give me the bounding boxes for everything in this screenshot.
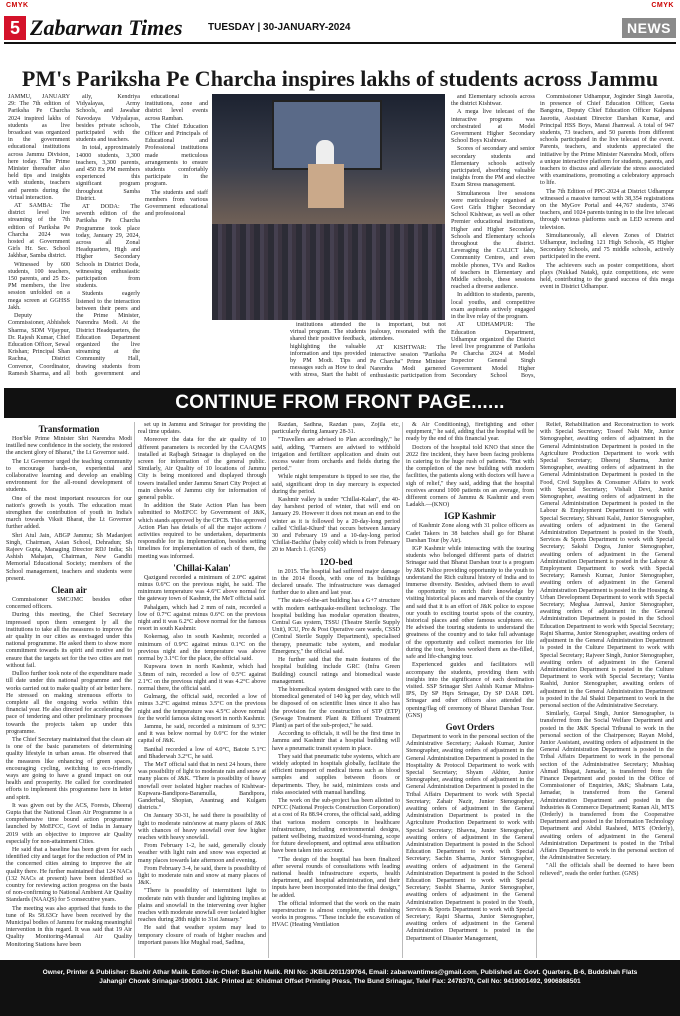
story-paragraph: Shri Atul Jain, ABGP Jammu; Sh Madanjeet Singh, Chairman, Asian School, Dehradun; Sh Rajeev Gupta, Managing Director RDJ India; Sh Ashish Mahajan, Chairman, New Gandhi Memorial Educational Society; members of the School management, teachers and students were present.	[6, 532, 132, 582]
story-paragraph: Experienced guides and facilitators will accompany the students, providing them with insights into the significance of each destination visited. SSP Srinagar Shri Ashish Kumar Mishra-IPS, Dy SP Hqrs Srinagar, Dy SP DAR DPL Srinagar and other officers also attended the opening/flag off ceremony of Bharat Darshan Tour. (GNS)	[406, 662, 534, 719]
story-paragraph: Hon'ble Prime Minister Shri Narendra Modi instilled new confidence in the society, the restored the ancient glory of Bharat," the Lt Governor said.	[6, 436, 132, 457]
story-paragraph: From February 3-4, he said, there is possibility of light to moderate rain and snow at many places of J&K.	[138, 865, 266, 887]
section-badge: NEWS	[622, 18, 676, 38]
story-paragraph: "There is possibility of intermittent light to moderate rain with thunder and lightning implies at plains and snowfall in the intervening over higher reaches with moderate snowfall over isolated higher reaches during 28th night to 31st January."	[138, 888, 266, 924]
story-paragraph: Department to work in the personal section of the Administrative Secretary; Aakash Kumar, Junior Stenographer, awaiting orders of adjustment in the General Administration Department is posted in the Hospitality & Protocol Department to work with Special Secretary; Shyam Akhter, Junior Stenographer, awaiting orders of adjustment in the General Administration Department is posted in the Tribal Affairs Department to work with Special Secretary; Zahair Nazir, Junior Stenographer, awaiting orders of adjustment in the General Administration Department is posted in the Agriculture Production Department to work with Special Secretary; Bhavna, Junior Stenographer, awaiting orders of adjustment in the General Administration Department is posted in the School Education Department to work with Special Secretary; Sachin Sharma, Junior Stenographer, awaiting orders of adjustment in the General Administration Department is posted in the School Education Department to work with Special Secretary; Sushbi Sharma, Junior Stenographer, awaiting orders of adjustment in the General Administration Department is posted in the Youth, Services & Sports Department to work with Special Secretary; Rajni Sharma, Junior Stenographer, awaiting orders of adjustment in the General Administration Department is posted in the Department of Disaster Management,	[406, 733, 534, 942]
section-120-bed	[272, 422, 400, 958]
story-paragraph: "The design of the hospital has been finalized after several rounds of consultations with leading national health infrastructure experts, health department, and hospital administration, and their inputs have been incorporated into the final design," he added.	[272, 856, 400, 899]
story-paragraph: Gulmarg, the official said, recorded a low of minus 3.2°C against minus 3.5°C on the previous night and the temperature was 4.5°C above normal for the world famous skiing resort in north Kashmir.	[138, 694, 266, 722]
subheading-chillai-kalan: 'Chillai-Kalan'	[173, 562, 231, 573]
story-paragraph: Banihal recorded a low of 4.0°C, Batote 5.1°C and Bhaderwah 3.2°C, he said.	[138, 746, 266, 760]
story-paragraph: The Lt Governor urged the teaching community to encourage hands-on, experiential and collaborative learning and develop an enabling environment for the all-round development of students.	[6, 458, 132, 494]
newspaper-name: Zabarwan Times	[30, 15, 183, 40]
story-paragraph: AT UDHAMPUR: The Education Department, Udhampur organized the District level live programme of Pariksha Pe Charcha 2024 at Model Inspector General Singh Government Model Higher Secondary School Boys,	[451, 322, 535, 378]
issue-date: TUESDAY | 30-JANUARY-2024	[208, 22, 351, 33]
cmyk-mark-left: CMYK	[6, 2, 29, 9]
story-paragraph: institutions attended the virtual program. The students shared their positive feedback, highlighting the valuable information and tips provided by PM Modi. Tips and messages such as How to deal with stress, Start the habit of	[290, 322, 366, 378]
story-paragraph: Pahalgam, which had 2 mm of rain, recorded a low of 0.7°C against minus 0.6°C on the previous night and it was 6.2°C above normal for the famous resort in south Kashmir.	[138, 604, 266, 633]
photo-podium	[308, 164, 344, 208]
top-story-column-4	[290, 322, 366, 378]
story-paragraph: Doctors of the hospital told KNO that since the 2022 fire incident, they have been facing problems in catering to the huge rush of patients. "But with the completion of the new building with modern facilities, the patients along with doctors will have a sigh of relief," they said, adding that the hospital receives around 1000 patients on an average, from different corners of Jammu & Kashmir and even Ladakh.—(KNO)	[406, 444, 534, 509]
section-govt-orders-continued	[540, 422, 674, 958]
story-paragraph: The MeT official said that in next 24 hours, there was possibility of light to moderate rain and snow at many places of J&K. "There is possibility of heavy snowfall over isolated higher reaches of Kishtwar-Kupwara-Bandipora-Baramulla, Bandipora, Ganderbal, Shopian, Anantnag and Kulgam districts."	[138, 761, 266, 812]
story-paragraph: The Chief Secretary maintained that the clean air is one of the basic parameters of determining quality lifestyle in urban areas. He observed that the measures like enhancing of green spaces, encouraging cycling, switching to eco-friendly ways are going to have a grand impact on our health and prosperity. He called for coordinated efforts to implement this programme here in letter and spirit.	[6, 736, 132, 801]
story-paragraph: Kokernag, also in south Kashmir, recorded a minimum of 0.9°C against minus 0.1°C on the previous night and the temperature was above normal by 3.1°C for the place, the official said.	[138, 634, 266, 663]
story-paragraph: Relief, Rehabilitation and Reconstruction to work with Special Secretary; Toseef Nabi Mir, Junior Stenographer, awaiting orders of adjustment in the General Administration Department is posted in the Agriculture Production Department to work with Special Secretary; Dheeraj Sharma, Junior Stenographer, awaiting orders of adjustment in the General Administration Department is posted in the Food, Civil Supplies & Consumer Affairs to work with Special Secretary; Vishali Devi, Junior Stenographer, awaiting orders of adjustment in the General Administration Department is posted in the Labour & Employment Department to work with Special Secretary; Shivani Kalsi, Junior Stenographer, awaiting orders of adjustment in the General Administration Department is posted in the Youth, Services & Sports Department to work with Special Secretary; Sakshi Dogra, Junior Stenographer, awaiting orders of adjustment in the General Administration Department is posted in the Labour & Employment Department to work with Special Secretary; Ramesh Kumar, Junior Stenographer, awaiting orders of adjustment in the General Administration Department is posted in the Housing & Urban Development Department to work with Special Secretary; Meghaa Jamwal, Junior Stenographer, awaiting orders of adjustment in the General Administration Department is posted in the School Education Department to work with Special Secretary; Rajni Sharma, Junior Stenographer, awaiting orders of adjustment in the General Administration Department is posted in the Culture Department to work with Special Secretary; Rajveer Singh, Junior Stenographer, awaiting orders of adjustment in the General Administration Department is posted in the Culture Department to work with Special Secretary; Vanita Rashid, Junior Stenographer, awaiting orders of adjustment in the General Administration Department is posted in the Jal Shakti Department to work in the personal section of the Administrative Secretary.	[540, 422, 674, 709]
story-paragraph: The work on the sub-project has been allotted to NPCC (National Projects Construction Corporation) at a cost of Rs 88.94 crores, the official said, adding that various modern concepts in healthcare infrastructure, including environmental designs, patient wellbeing, maximized wood-framing, scope for future development, and optimal area utilisation have been taken into account.	[272, 797, 400, 855]
story-paragraph: "Travellers are advised to Plan accordingly," he said, adding, "Farmers are advised to withhold irrigation and fertilizer application and drain out excess water from orchards and fields during the period."	[272, 437, 400, 473]
story-paragraph: JAMMU, JANUARY 29: The 7th edition of Pariksha Pe Charcha 2024 inspired lakhs of students as live broadcast was organized in the government educational institutions across Jammu Division, here today. The Prime Minister thereafter also held tips and insights with students, teachers and parents during the virtual interaction.	[8, 94, 70, 201]
story-paragraph: It was given out by the ACS, Forests, Dheeraj Gupta that the National Clean Air Programme is a comprehensive time bound action programme launched by MoEFCC, Govt of India in January 2019 with an objective to improve air Quality especially for non-attainment Cities.	[6, 802, 132, 845]
story-paragraph: The students and staff members from various Government educational and professional	[145, 189, 208, 218]
story-paragraph: The biomedical system designed with care to the biomedical generated of 140 kg per day, which will be disposed of on scientific lines since it also has the provision for the construction of STP (ETP) (Sewage Treatment Plant & Effluent Treatment Plant) as part of the sub-project," he said.	[272, 686, 400, 729]
story-paragraph: Witnessed by 600 students, 100 teachers, 150 parents, and 25 Ex-PM members, the live session unfolded on a mega screen at GGHSS Jakh.	[8, 261, 70, 311]
story-paragraph: Scores of secondary and senior secondary students and Elementary schools actively participated, absorbing valuable insights from the PM and elective Exam Stress management.	[451, 146, 535, 189]
photo-audience	[212, 224, 445, 320]
story-paragraph: While night temperature is tipped to see rise, the said, significant drop in day mercury is expected during the period.	[272, 474, 400, 495]
story-paragraph: "All the officials shall be deemed to have been relieved", reads the order further. (GNS)	[540, 863, 674, 877]
story-paragraph: Qazigund recorded a minimum of 2.0°C against minus 0.6°C on the previous night, he said. The minimum temperature was 4.6°C above normal for the gateway town of Kashmir, the MeT official said.	[138, 574, 266, 603]
story-paragraph: He said that weather system may lead to temporary closure of roads of higher reaches and important passes like Mughal road, Sadhna,	[138, 925, 266, 946]
imprint-line-1: Owner, Printer & Publisher: Bashir Athar Malik. Editor-in-Chief: Bashir Malik. RNI No: JKBIL/2011/39764, Email: zabarwantimes@gmail.com, Published at: Govt. Quarters, B-6, Buddshah Flats	[42, 969, 638, 976]
column-divider	[536, 422, 537, 958]
event-photo	[212, 94, 445, 320]
cmyk-mark-right: CMYK	[651, 2, 674, 9]
top-story-column-2	[76, 94, 140, 378]
story-paragraph: Students eagerly listened to the interaction between their peers and the Prime Minister, Narendra Modi. At the District Headquarters, the Education Department organized the live streaming at the Community Hall, drawing students from both government and	[76, 291, 140, 377]
story-paragraph: ally, Kendriya Vidyalayas, Army Schools, and Jawahar Navodaya Vidyalayas, besides private schools, participated with the students and teachers.	[76, 94, 140, 144]
story-paragraph: He further said that the main features of the hospital building include GRC (Infra Green Building) council ratings and biomedical waste management.	[272, 657, 400, 685]
top-story-column-7	[540, 94, 674, 378]
masthead	[0, 0, 680, 60]
subheading-120-bed: 12O-bed	[319, 556, 353, 567]
subheading-clean-air: Clean air	[51, 585, 87, 596]
story-paragraph: The 7th Edition of PPC-2024 at District Udhampur witnessed a massive turnout with 38,354 registrations on the MyGov Portal and 44,767 students, 3746 teachers, and 1024 parents tuning in to the live telecast through various platforms such as LED screens and television.	[540, 188, 674, 231]
story-paragraph: & Air Conditioning), firefighting and other equipment," he said, adding that the hospital will be ready by the end of this financial year.	[406, 422, 534, 443]
subheading-igp-kashmir: IGP Kashmir	[444, 511, 496, 522]
top-story-column-3b	[212, 322, 288, 378]
story-paragraph: On January 30-31, he said there is possibility of light to moderate rain/snow at many places of J&K with chances of heavy snowfall over few higher reaches with heavy snowfall.	[138, 813, 266, 841]
story-paragraph: Kashmir valley is under "Chillai-Kalan", the 40-day harshest period of winter, that will end on January 29. However it does not mean an end to the winter as it is followed by a 20-day-long period called 'Chillai-Khurd' that occurs between January 30 and February 19 and a 10-day-long period 'Chillai-Bachha' (baby cold) which is from February 20 to March 1. (GNS)	[272, 497, 400, 554]
story-paragraph: Simultaneously, all eleven Zones of District Udhampur, including 121 High Schools, 45 Higher Secondary Schools, and 75 middle schools, actively participated in the event.	[540, 232, 674, 261]
section-igp-kashmir-govt-orders	[406, 422, 534, 958]
story-paragraph: The achievers such as poster competitions, short plays (Nukkad Natak), quiz competitions, etc were held, contributing to the grand success of this mega event in District Udhampur.	[540, 262, 674, 291]
subheading-transformation: Transformation	[38, 424, 100, 434]
story-paragraph: AT SAMBA: The district level live streaming of the 7th edition of Pariksha Pe Charcha 2024 was hosted at Government Girls Hr. Sec. School Jakhbar, Samba district.	[8, 203, 70, 260]
column-divider	[402, 422, 403, 958]
page-number: 5	[4, 16, 26, 40]
story-paragraph: Jammu, he said, recorded a minimum of 9.3°C and it was below normal by 0.6°C for the winter capital of J&K.	[138, 723, 266, 745]
story-paragraph: Razdan, Sadhna, Razdan pass, Zojila etc, particularly during January 28-31.	[272, 422, 400, 436]
story-paragraph: In addition the State Action Plan has been submitted to MoEFCC by Government of J&K, which stands approved by the CPCB. This approved Action Plan has details of all the major actions / activities required to be undertaken, departments responsible for its implementation, besides setting timelines for implementation of each of them, the meeting was informed.	[138, 503, 266, 560]
subheading-govt-orders: Govt Orders	[445, 721, 495, 732]
story-paragraph: Commissioner Udhampur, Joginder Singh Jasrotia, in presence of Chief Education Officer, Geeta Bangotra, Deputy Chief Education Officer Kalpana Jasrotia, Assistant Director Darshan Kumar, and Principal HSS Boys, Mansi Jhamwal. A total of 947 students, 73 teachers, and 50 parents from different schools participated in the live telecast of the event. Parents, teachers, and students appreciated the initiative by the Prime Minister Narendra Modi, offers a unique interactive platform for students, parents, and teachers to discuss and alleviate the stress associated with examinations, promoting a celebratory approach to life.	[540, 94, 674, 187]
story-paragraph: The meeting was also apprised that funds to the tune of Rs 58.63Cr have been received by the Municipal bodies of Jammu for making meaningful intervention in this regard. It was said that 19 Air Quality Monitoring-Manual Air Quality Monitoring Stations have been	[6, 905, 132, 948]
story-paragraph: educational institutions, zone and district level events across Ramban.	[145, 94, 208, 122]
top-story-column-3	[145, 94, 208, 378]
top-story-column-1	[8, 94, 70, 378]
top-story-column-5	[370, 322, 446, 378]
story-paragraph: Deputy Commissioner, Abhishek Sharma, SDM Vijaypur, Dr. Rajesh Kumar, Chief Education Officer, Sewal Krishan; Principal Shan Rachna, District Convenor, Coordinator, Ramesh Sharma, and all	[8, 313, 70, 377]
story-paragraph: Dulloo further took note of the expenditure made till date under this national programme and the works carried out to make quality of air better here. He stressed on making strenuous efforts to complete all the ongoing works within this financial year. He also directed for accelerating the pace of tendering and other preliminary processes towards the projects taken up under this programme.	[6, 671, 132, 735]
story-paragraph: They said that pneumatic tube systems, which are widely adopted in hospitals globally, facilitate the efficient transport of medical items such as blood samples and supplies between floors or departments. They, he said, minimizes costs and risks associated with manual handling.	[272, 753, 400, 796]
story-paragraph: Moreover the data for the air quality of 10 different parameters is recorded by the CAAQMS installed at Rajbagh Srinagar is displayed on the screen for information of the general public. Similarly, Air Quality of 10 locations of Jammu City is being monitored and displayed through towers installed under Jammu Smart City Project at main chowks of Jammu city for information of general public.	[138, 437, 266, 502]
continued-banner: CONTINUE FROM FRONT PAGE......	[4, 388, 676, 418]
story-paragraph: Similarly, Gurpal Singh, Junior Stenographer, is transferred from the Social Welfare Department and posted in the J&K Special Tribunal to work in the personal section of the Chairperson; Rayan Mohd, Junior Assistant, awaiting orders of adjustment in the General Administration Department is posted in the Tribal Affairs Department to work in the personal section of the Administrative Secretary; Mushtaq Ahmad Bhagat, Jamadar, is transferred from the Finance Department and posted in the Office of Commissioner of Enquiries, J&K; Shabnam Lata, Jamadar, is transferred from the General Administration Department and posted in the Industries & Commerce Department; Raman Ali, MTS (Orderly) is transferred from the Cooperative Department and posted in the Information Technology Department and Abdul Rasheed, MTS (Orderly), awaiting orders of adjustment in the General Administration Department is posted in the Tribal Affairs Department to work in the personal section of the Administrative Secretary.	[540, 711, 674, 862]
section-chillai-kalan	[138, 422, 266, 958]
story-paragraph: in 2015. The hospital had suffered major damage in the 2014 floods, with one of its buildings declared unsafe. The infrastructure was damaged further due to alien and last year.	[272, 568, 400, 597]
story-paragraph: Kupwara town in north Kashmir, which had 3.8mm of rain, recorded a low of 0.5°C against 2.1°C on the previous night and it was 4.2°C above normal there, the official said.	[138, 664, 266, 692]
story-paragraph: IGP Kashmir while interacting with the touring students who belonged different parts of district Srinagar said that Bharat Darshan tour is a program by J&K Police providing opportunity to the youth to understand the Rich cultural history of India and to immerse diversity. Besides, advised them to avail the opportunity to enrich their knowledge by visiting historical places and marvels of the country and said that it is an effort of J&K police to expose our youth to exciting tourist spots of the country, historical places and other famous sculptures etc. He advised the touring students to understand the greatness of the country and to take full advantage of the opportunity and collect memories for life during the tour, besides worked them as the-filled, safe and life-changing tour.	[406, 546, 534, 661]
story-paragraph: Commissioner SMC/JMC besides other concerned officers.	[6, 597, 132, 611]
story-paragraph: AT DODA: The seventh edition of the Pariksha Pe Charcha Programme took place today, January 29, 2024, across all Zonal Headquarters, High and Higher Secondary Schools in District Doda, witnessing enthusiastic participation from students.	[76, 204, 140, 290]
story-paragraph: He said that a baseline has been given for each identified city and target for the reduction of PM in the concerned cities aiming to improve the air quality there. He further maintained that 124 NACs (132 NACs at present) have been identified so country for reviewing action progress on the basis of non-confirming to National Ambient Air Quality Standards (NAAQS) for 5 consecutive years.	[6, 846, 132, 904]
column-divider	[268, 422, 269, 958]
story-paragraph: "The state-of-the-art building has a G+7 structure with modern earthquake-resilient technology. The hospital building has modular operation theatres, Central Gas system, TSSU (Theatre Sterile Supply Unit), ICU, Pre & Post Operative care wards, CSSD (Central Sterile Supply Department), specialised therapy, pneumatic tube system, and modular Emergency," the official said.	[272, 598, 400, 655]
story-paragraph: In total, approximately 14000 students, 3,300 teachers, 3,300 parents, and 450 Ex PM members experienced this significant program throughout Samba District.	[76, 145, 140, 202]
story-paragraph: and Elementary schools across the district Kishtwar.	[451, 94, 535, 108]
story-paragraph: According to officials, it will be the first time in Jammu and Kashmir that a hospital building will have a pneumatic transit system in place.	[272, 731, 400, 752]
story-paragraph: is important, but not jealousy, resonated with the attendees.	[370, 322, 446, 343]
masthead-rule	[4, 42, 676, 44]
section-transformation-clean-air	[6, 422, 132, 958]
story-paragraph: In addition to students, parents, local youths, and competitive exam aspirants actively engaged in the live relay of the program.	[451, 292, 535, 321]
story-paragraph: A mega live telecast of the interactive programs was orchestrated at Model Government Higher Secondary School Boys Kishtwar.	[451, 109, 535, 145]
story-paragraph: During this meeting, the Chief Secretary impressed upon them emergent ly all the institutions to take all the measures to improve the air quality in our cities as envisaged under this national programme. He asked them to show more commitment towards its spirit and motive and to ensure that the targets set for the two cities are met without fail.	[6, 612, 132, 669]
top-story-column-6	[451, 94, 535, 378]
story-paragraph: One of the most important resources for our nation's growth is youth. The education must strengthen the contribution of youth in India's march towards Viksit Bharat, the Lt Governor further added.	[6, 495, 132, 531]
story-paragraph: AT KISHTWAR: The interactive session "Pariksha Pe Charcha" Prime Minister Narendra Modi garnered enthusiastic participation from	[370, 344, 446, 378]
imprint-line-2: Jahangir Chowk Srinagar-190001 J&K. Printed at: Khidmat Offset Printing Press, The Bund Srinagar, Tele/ Fax: 2478370, Cell No: 9419001492, 9906868501	[99, 978, 581, 985]
story-paragraph: The Chief Education Officer and Principals of Educational and Professional institutions made meticulous arrangements to ensure students comfortably participate in the program.	[145, 123, 208, 188]
story-paragraph: set up in Jammu and Srinagar for providing the real time updates.	[138, 422, 266, 436]
story-paragraph: The official informed that the work on the main superstructure is almost complete, with finishing works in progress. "These include the excavation of HVAC (Heating Ventilation	[272, 900, 400, 929]
story-paragraph: Simultaneous live sessions were meticulously organised at Govt Girls Higher Secondary School Kishtwar, as well as other Premier educational institutions, Higher and Higher Secondary Schools and Elementary schools throughout the district. Leveraging the CALICT labs, Community Centres, and even mobile phones, TVs and Radios of teachers in Elementary and Middle schools, these sessions reached a diverse audience.	[451, 190, 535, 291]
story-paragraph: From February 1-2, he said, generally cloudy weather with light rain and snow was expected at many places towards late afternoon and evening.	[138, 843, 266, 864]
story-paragraph: of Kashmir Zone along with 31 police officers as Cadet Takers in 38 batches shall go for Bharat Darshan Tour (by Air).	[406, 523, 534, 544]
imprint-footer	[0, 960, 680, 1016]
lead-headline: PM's Pariksha Pe Charcha inspires lakhs of students across Jammu	[21, 66, 659, 91]
column-divider	[134, 422, 135, 958]
